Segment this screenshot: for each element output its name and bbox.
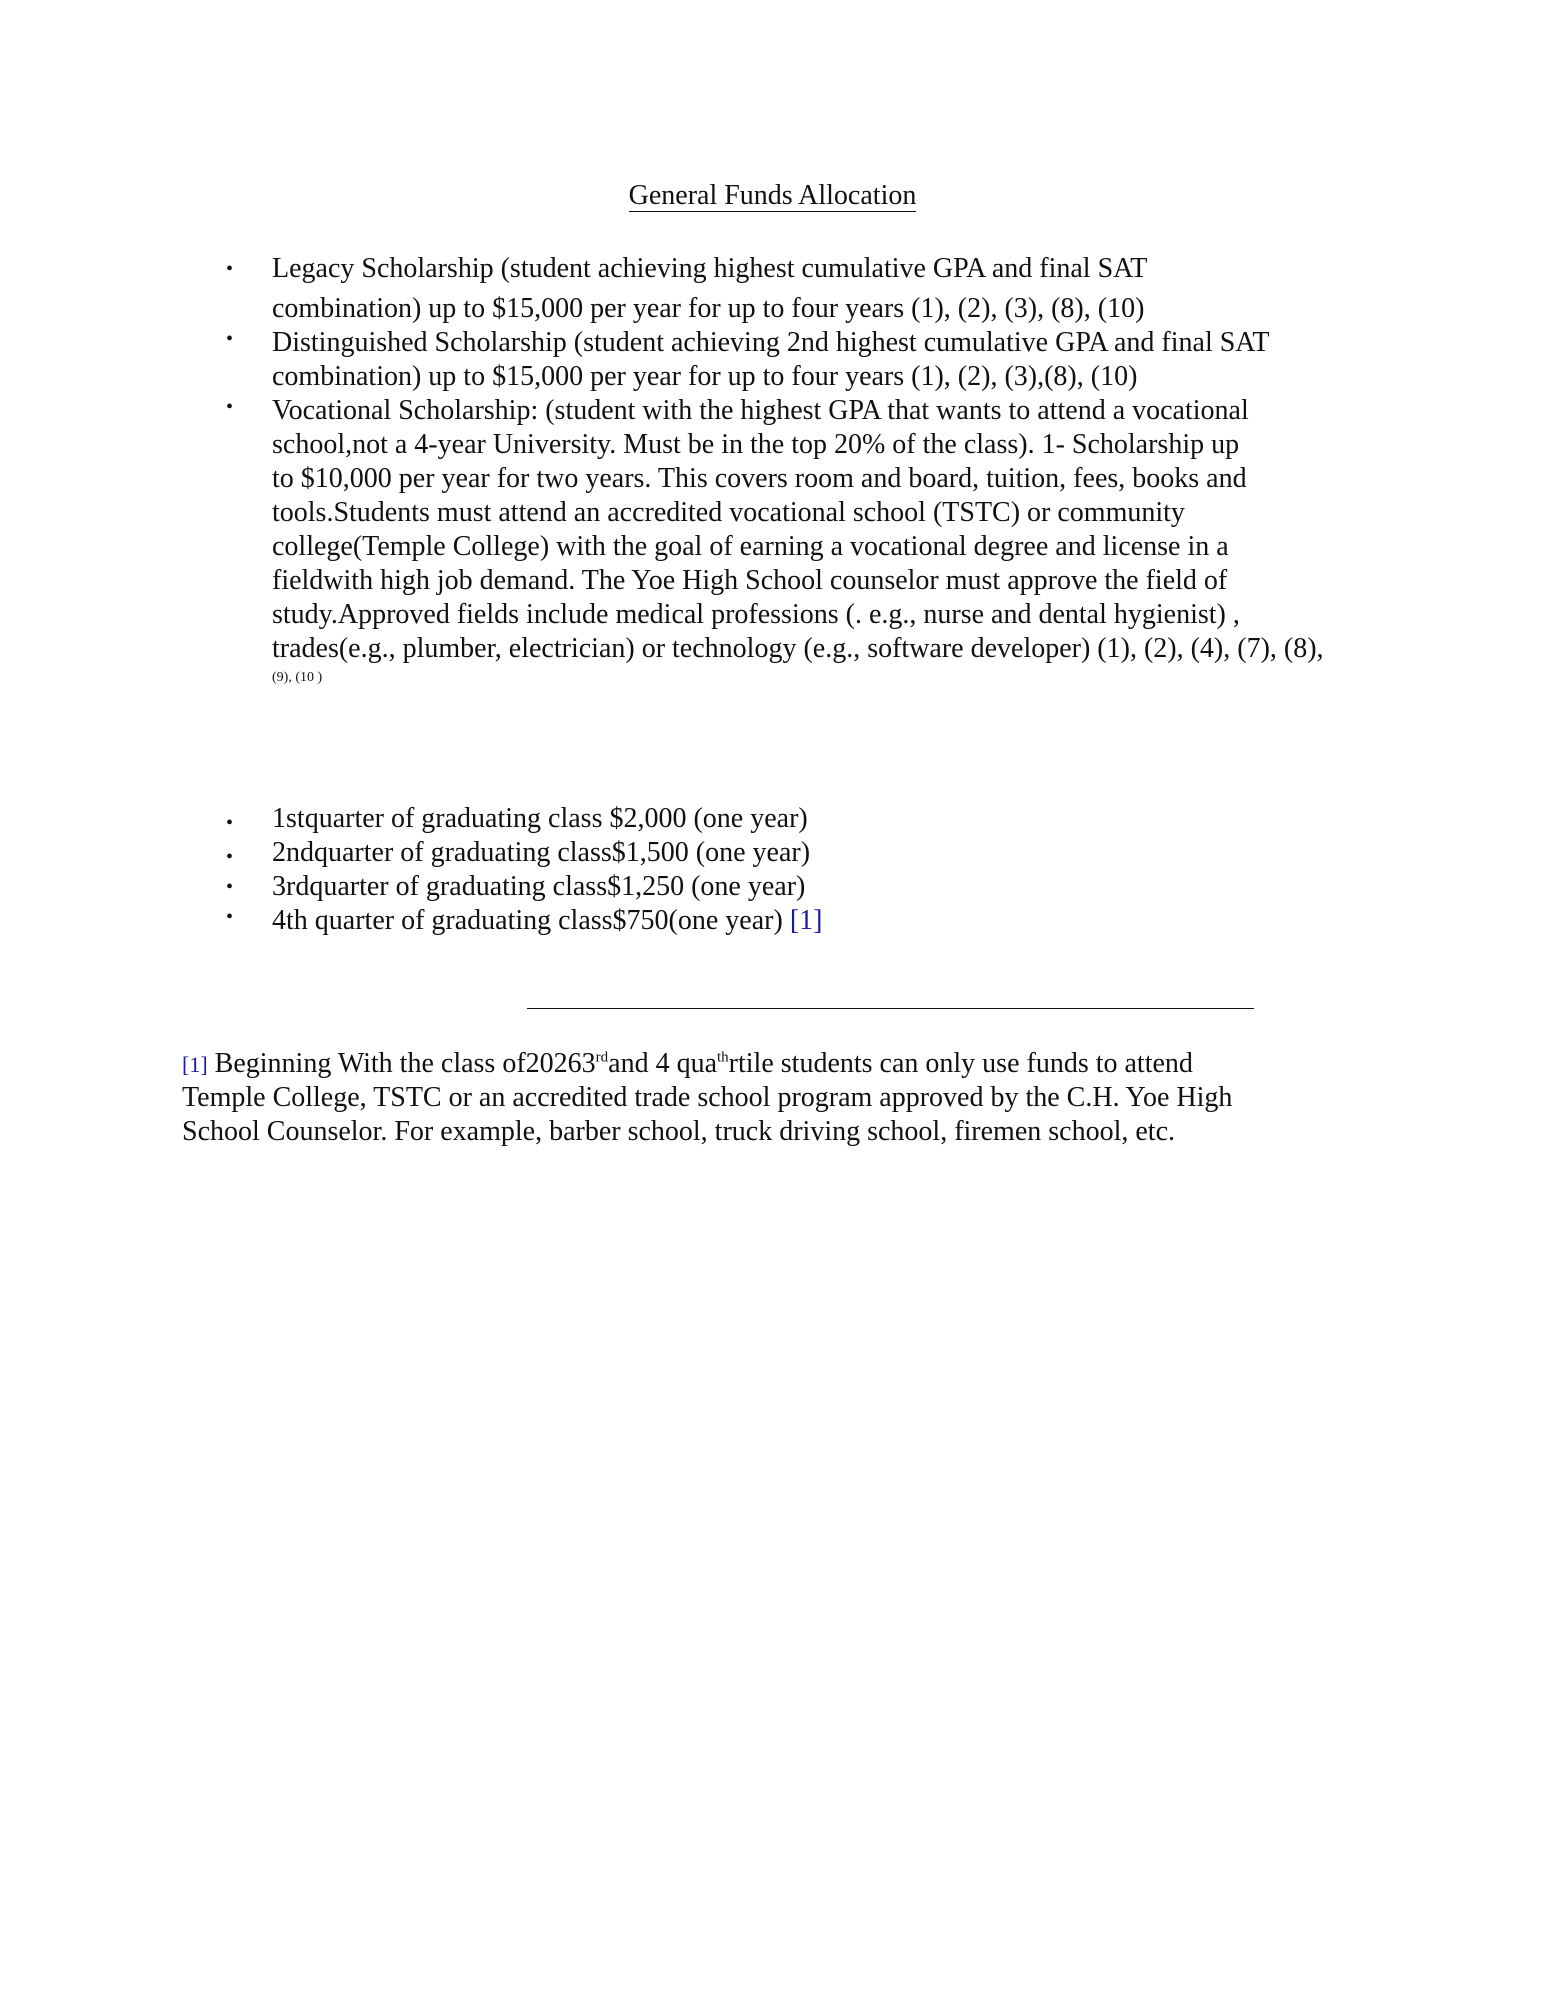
footnote-line: [1] Beginning With the class of20263rdand 4 qua$^{th}$rtile students can only use funds to attend	[182, 1048, 1193, 1079]
list-item-line: tools.Students must attend an accredited vocational school (TSTC) or community	[272, 497, 1185, 528]
footnote-link[interactable]: [1]	[789, 905, 823, 936]
list-item: 4th quarter of graduating class$750(one year) [1]	[272, 905, 823, 936]
list-item: 1stquarter of graduating class $2,000 (one year)	[272, 803, 808, 834]
list-item-line: (9), (10 )	[272, 670, 323, 685]
footnote-backlink[interactable]: [1]	[182, 1052, 208, 1077]
bullet: •	[226, 906, 234, 928]
bullet: •	[226, 258, 234, 280]
list-item-line: trades(e.g., plumber, electrician) or technology (e.g., software developer) (1), (2), (4), (7), (8),	[272, 633, 1324, 664]
list-item-line: combination) up to $15,000 per year for up to four years (1), (2), (3), (8), (10)	[272, 293, 1145, 324]
footnote-line: School Counselor. For example, barber school, truck driving school, firemen school, etc.	[182, 1116, 1176, 1147]
list-item-line: Legacy Scholarship (student achieving highest cumulative GPA and final SAT	[272, 253, 1148, 284]
bullet: •	[226, 812, 234, 834]
list-item: 2ndquarter of graduating class$1,500 (one year)	[272, 837, 811, 868]
bullet: •	[226, 328, 234, 350]
footnote-line: Temple College, TSTC or an accredited trade school program approved by the C.H. Yoe High	[182, 1082, 1233, 1113]
list-item-line: school,not a 4-year University. Must be in the top 20% of the class). 1- Scholarship up	[272, 429, 1240, 460]
list-item-line: Vocational Scholarship: (student with the highest GPA that wants to attend a vocational	[272, 395, 1249, 426]
list-item-line: to $10,000 per year for two years. This covers room and board, tuition, fees, books and	[272, 463, 1247, 494]
list-item-line: Distinguished Scholarship (student achieving 2nd highest cumulative GPA and final SAT	[272, 327, 1270, 358]
page-title: General Funds Allocation	[628, 180, 917, 211]
list-item-line: combination) up to $15,000 per year for up to four years (1), (2), (3),(8), (10)	[272, 361, 1138, 392]
list-item-line: fieldwith high job demand. The Yoe High School counselor must approve the field of	[272, 565, 1228, 596]
bullet: •	[226, 846, 234, 868]
list-item: 3rdquarter of graduating class$1,250 (one year)	[272, 871, 806, 902]
bullet: •	[226, 396, 234, 418]
list-item-line: college(Temple College) with the goal of earning a vocational degree and license in a	[272, 531, 1229, 562]
footnote-separator	[527, 1008, 1254, 1009]
list-item-line: study.Approved fields include medical professions (. e.g., nurse and dental hygienist) ,	[272, 599, 1240, 630]
bullet: •	[226, 876, 234, 898]
